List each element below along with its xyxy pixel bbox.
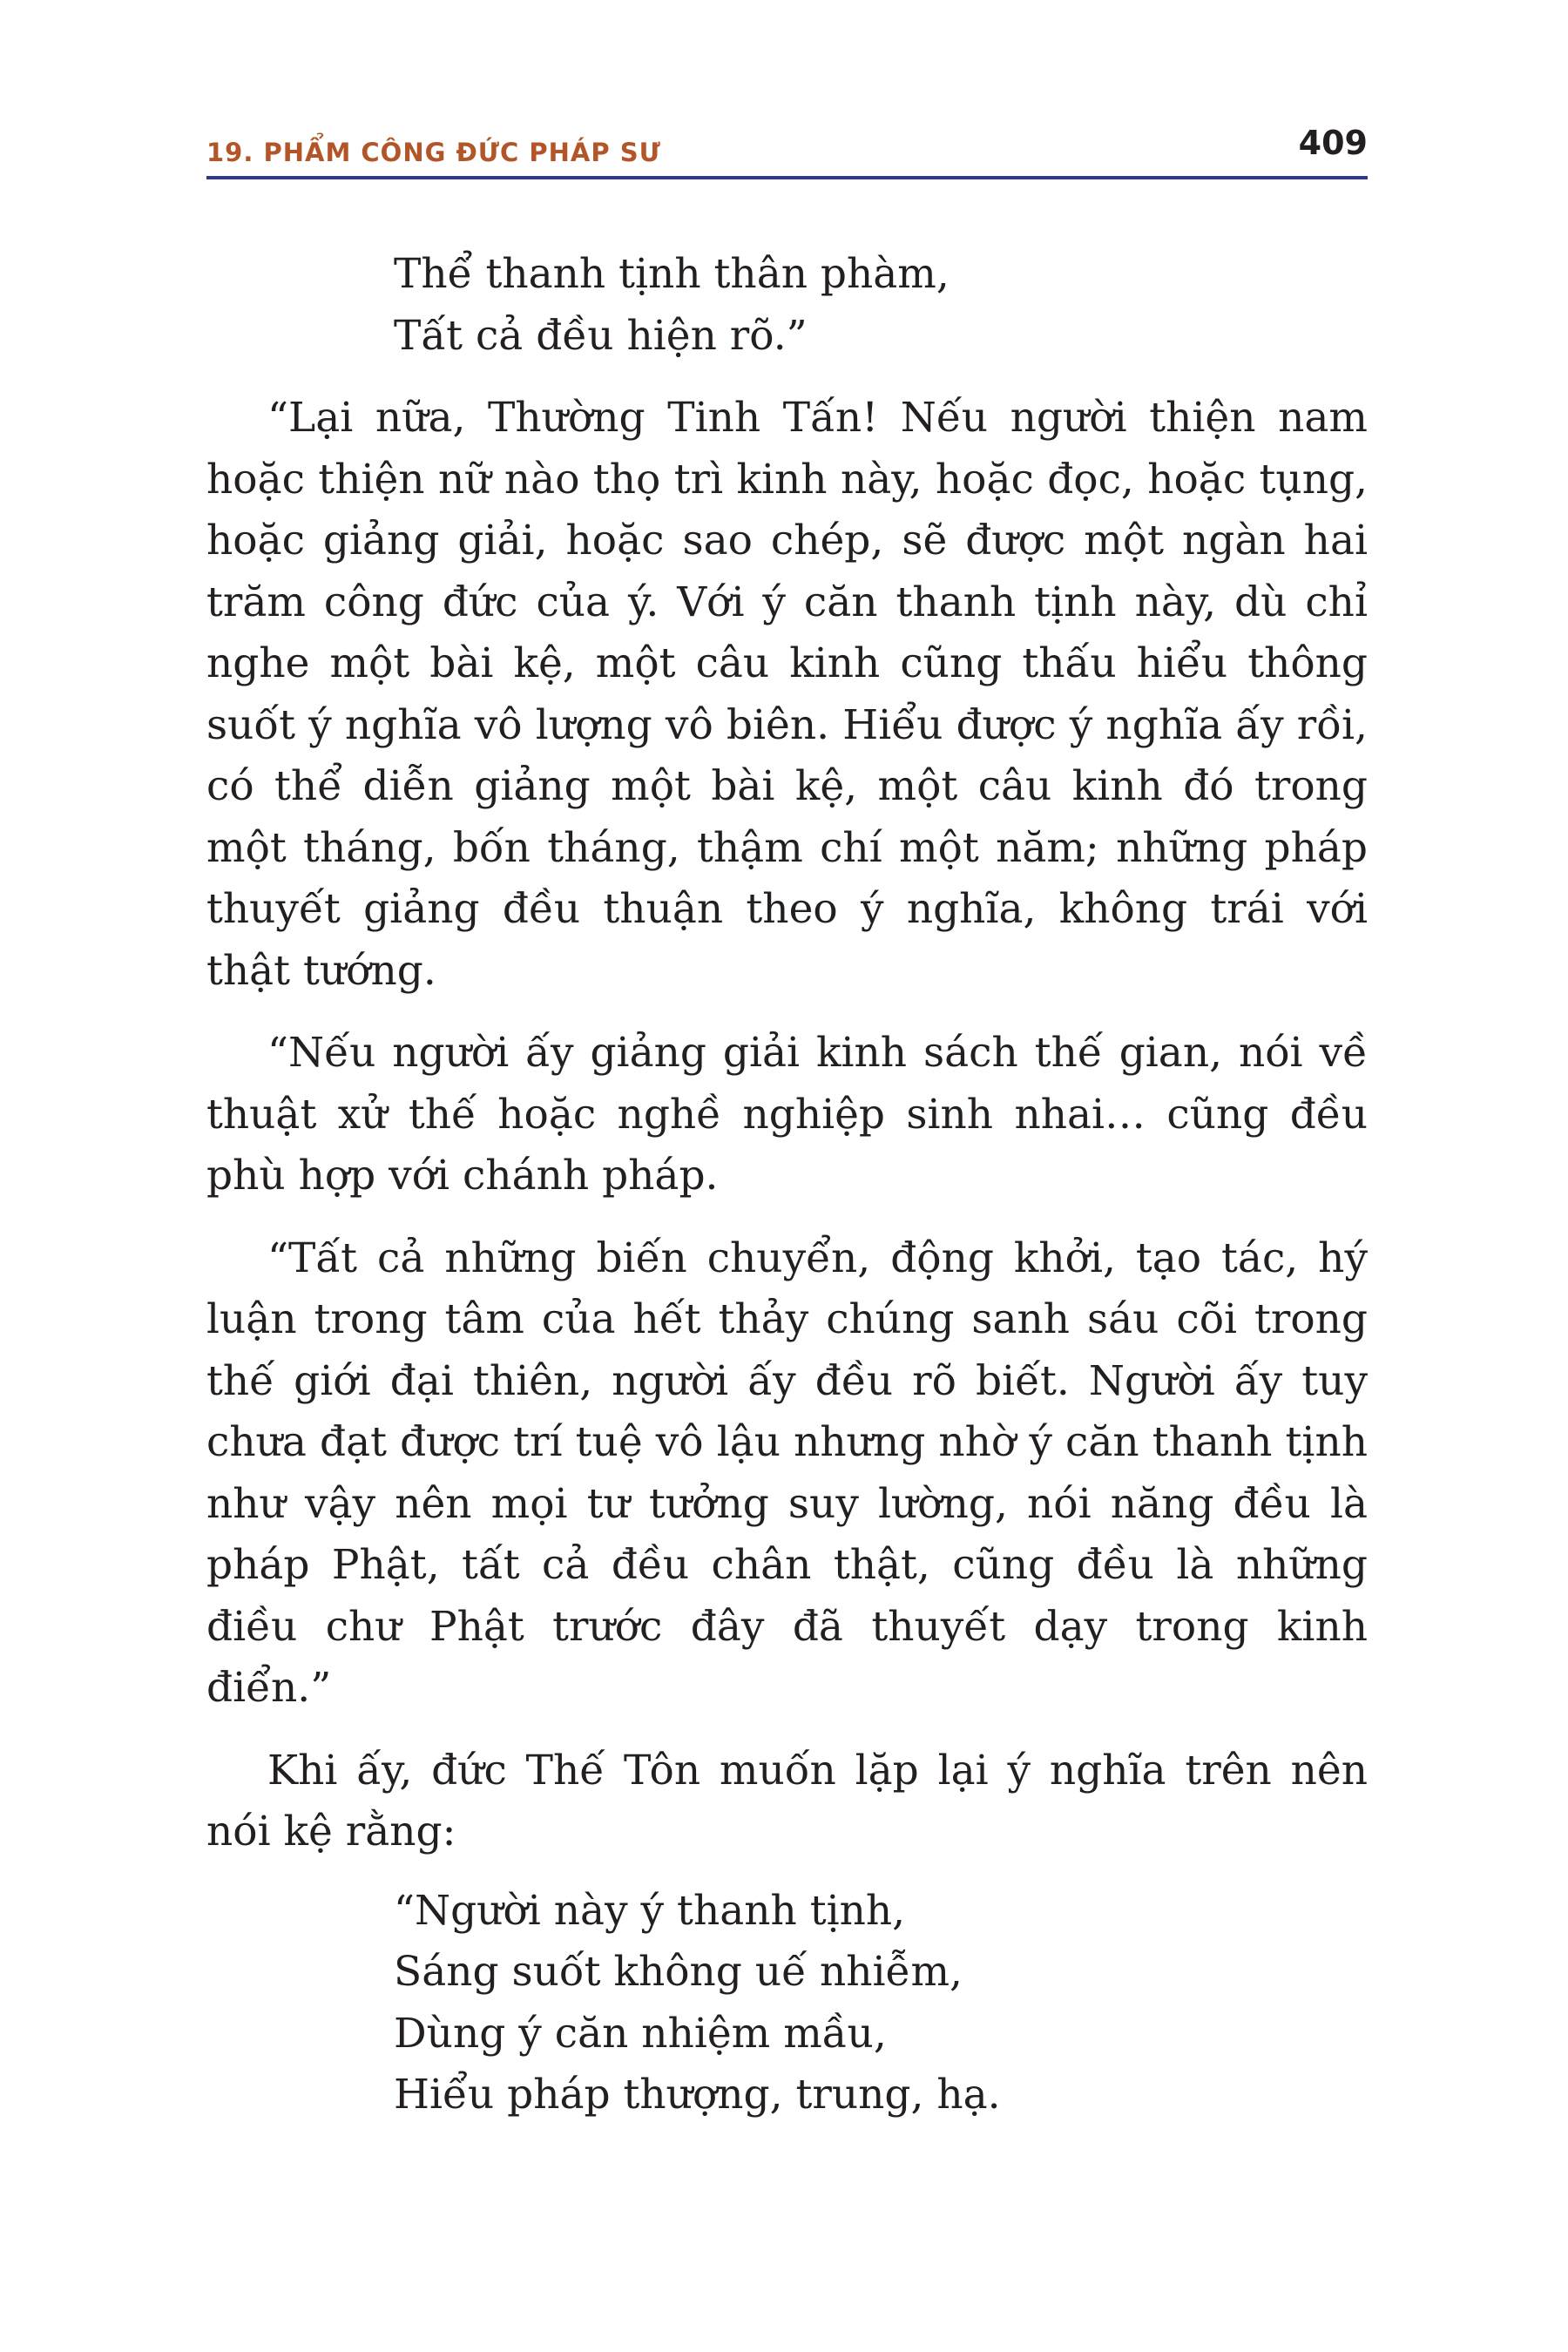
spacer <box>206 367 1368 388</box>
spacer <box>206 1720 1368 1740</box>
verse-line: Sáng suốt không uế nhiễm, <box>394 1948 963 1996</box>
spacer <box>206 1863 1368 1881</box>
verse-line: Thể thanh tịnh thân phàm, <box>394 250 950 298</box>
verse-line: Dùng ý căn nhiệm mầu, <box>394 2009 887 2058</box>
verse-line: Hiểu pháp thượng, trung, hạ. <box>394 2071 1001 2119</box>
chapter-title: 19. PHẨM CÔNG ĐỨC PHÁP SƯ <box>206 138 661 167</box>
verse-top <box>206 244 1368 367</box>
page-number: 409 <box>1298 124 1368 162</box>
verse-line: “Người này ý thanh tịnh, <box>394 1886 906 1935</box>
page-body <box>206 244 1368 2126</box>
paragraph: Khi ấy, đức Thế Tôn muốn lặp lại ý nghĩa trên nên nói kệ rằng: <box>206 1746 1368 1855</box>
paragraph: “Nếu người ấy giảng giải kinh sách thế gian, nói về thuật xử thế hoặc nghề nghiệp sinh nhai… cũng đều phù hợp với chánh pháp. <box>206 1029 1368 1200</box>
running-header <box>206 122 1368 183</box>
verse-line: Tất cả đều hiện rõ.” <box>394 311 808 360</box>
spacer <box>206 1207 1368 1228</box>
header-rule <box>206 176 1368 179</box>
paragraph: “Lại nữa, Thường Tinh Tấn! Nếu người thiện nam hoặc thiện nữ nào thọ trì kinh này, hoặc đọc, hoặc tụng, hoặc giảng giải, hoặc sao chép, sẽ được một ngàn hai trăm công đức của ý. Với ý căn thanh tịnh này, dù chỉ nghe một bài kệ, một câu kinh cũng thấu hiểu thông suốt ý nghĩa vô lượng vô biên. Hiểu được ý nghĩa ấy rồi, có thể diễn giảng một bài kệ, một câu kinh đó trong một tháng, bốn tháng, thậm chí một năm; những pháp thuyết giảng đều thuận theo ý nghĩa, không trái với thật tướng. <box>206 394 1368 995</box>
verse-bottom <box>206 1881 1368 2126</box>
spacer <box>206 1002 1368 1023</box>
paragraph: “Tất cả những biến chuyển, động khởi, tạo tác, hý luận trong tâm của hết thảy chúng sanh sáu cõi trong thế giới đại thiên, người ấy đều rõ biết. Người ấy tuy chưa đạt được trí tuệ vô lậu nhưng nhờ ý căn thanh tịnh như vậy nên mọi tư tưởng suy lường, nói năng đều là pháp Phật, tất cả đều chân thật, cũng đều là những điều chư Phật trước đây đã thuyết dạy trong kinh điển.” <box>206 1233 1368 1712</box>
